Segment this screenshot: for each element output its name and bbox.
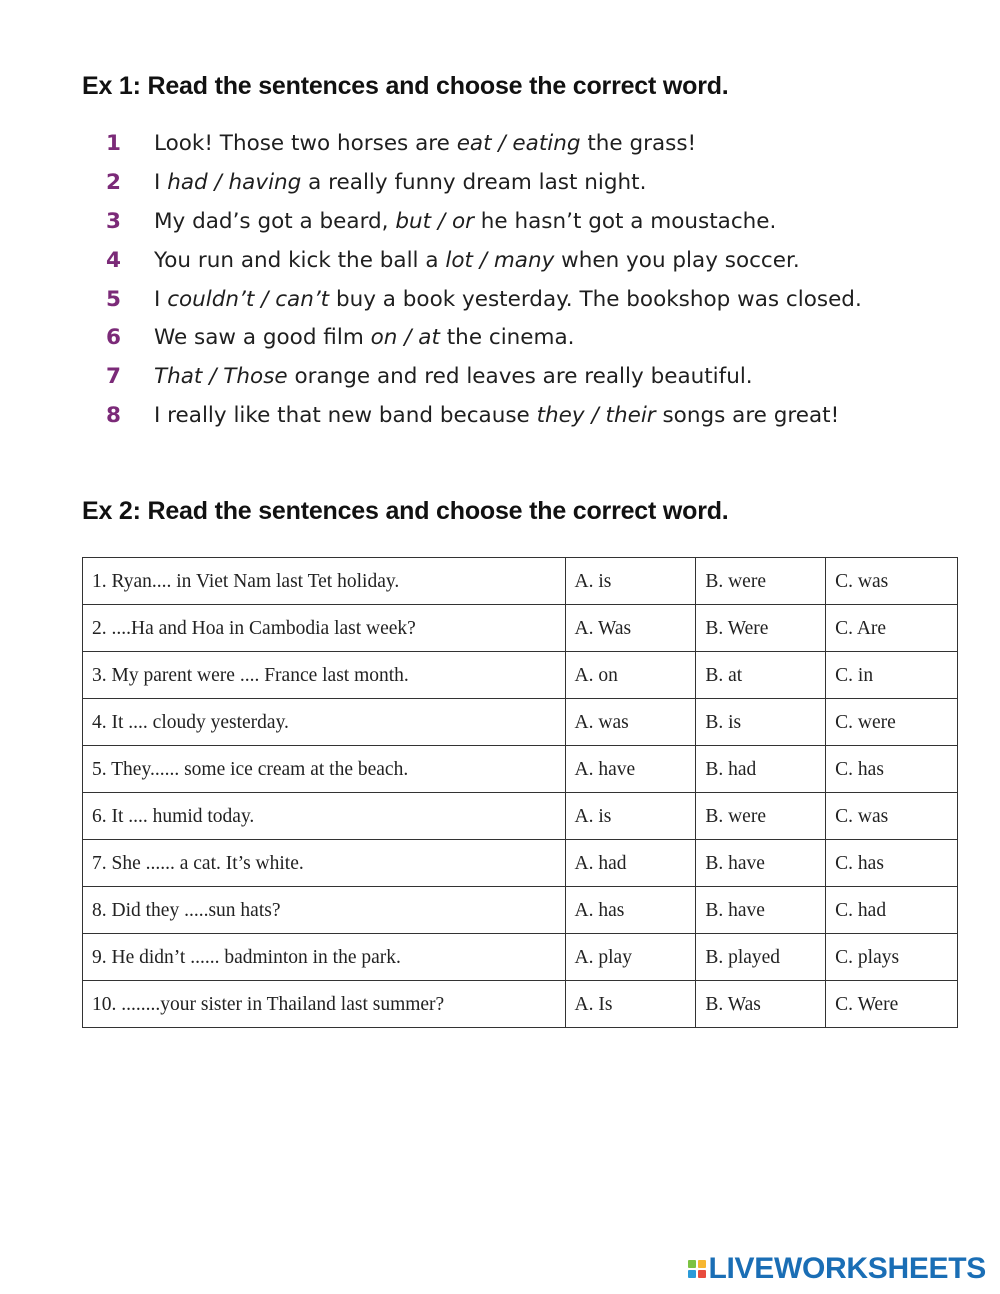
option-c-cell[interactable]: C. were — [826, 699, 958, 746]
exercise-1-item — [100, 202, 980, 241]
liveworksheets-logo — [688, 1252, 987, 1286]
sentence-start: My dad’s got a beard, — [154, 208, 396, 234]
option-c-cell[interactable]: C. was — [826, 558, 958, 605]
question-cell: 8. Did they .....sun hats? — [83, 887, 566, 934]
option-a-cell[interactable]: A. Is — [565, 981, 696, 1028]
option-b-cell[interactable]: B. is — [696, 699, 826, 746]
sentence-end: a really funny dream last night. — [301, 169, 647, 195]
option-c-cell[interactable]: C. was — [826, 793, 958, 840]
word-choice[interactable]: but / or — [395, 208, 474, 234]
logo-square — [698, 1260, 706, 1268]
sentence-start: You run and kick the ball a — [154, 247, 446, 273]
word-choice[interactable]: on / at — [370, 325, 440, 351]
word-choice[interactable]: couldn’t / can’t — [167, 286, 330, 312]
sentence-start: Look! Those two horses are — [154, 130, 457, 156]
item-sentence — [154, 364, 753, 389]
item-sentence — [154, 248, 800, 273]
option-b-cell[interactable]: B. have — [696, 887, 826, 934]
sentence-start: I — [154, 169, 168, 195]
table-row — [83, 746, 958, 793]
sentence-end: when you play soccer. — [554, 247, 800, 273]
option-a-cell[interactable]: A. on — [565, 652, 696, 699]
item-sentence — [154, 403, 839, 428]
item-number: 3 — [106, 208, 121, 234]
table-row — [83, 699, 958, 746]
exercise-1-item — [100, 241, 980, 280]
table-row — [83, 981, 958, 1028]
option-b-cell[interactable]: B. played — [696, 934, 826, 981]
question-cell: 4. It .... cloudy yesterday. — [83, 699, 566, 746]
option-b-cell[interactable]: B. were — [696, 558, 826, 605]
option-b-cell[interactable]: B. had — [696, 746, 826, 793]
table-row — [83, 605, 958, 652]
item-sentence — [154, 170, 646, 195]
option-a-cell[interactable]: A. is — [565, 793, 696, 840]
item-sentence — [154, 209, 776, 234]
option-a-cell[interactable]: A. had — [565, 840, 696, 887]
item-number: 6 — [106, 325, 121, 351]
item-sentence — [154, 287, 862, 312]
option-b-cell[interactable]: B. Was — [696, 981, 826, 1028]
option-a-cell[interactable]: A. has — [565, 887, 696, 934]
table-row — [83, 558, 958, 605]
option-a-cell[interactable]: A. have — [565, 746, 696, 793]
sentence-start: I — [154, 286, 168, 312]
table-row — [83, 793, 958, 840]
exercise-1-title: Ex 1: Read the sentences and choose the correct word. — [82, 72, 729, 100]
logo-text: LIVEWORKSHEETS — [708, 1252, 986, 1285]
sentence-end: orange and red leaves are really beautiful. — [287, 364, 753, 390]
word-choice[interactable]: lot / many — [445, 247, 555, 273]
question-cell: 3. My parent were .... France last month. — [83, 652, 566, 699]
table-row — [83, 840, 958, 887]
question-cell: 1. Ryan.... in Viet Nam last Tet holiday. — [83, 558, 566, 605]
logo-square — [688, 1270, 696, 1278]
option-a-cell[interactable]: A. was — [565, 699, 696, 746]
option-b-cell[interactable]: B. Were — [696, 605, 826, 652]
sentence-start: We saw a good film — [154, 325, 371, 351]
option-a-cell[interactable]: A. Was — [565, 605, 696, 652]
option-b-cell[interactable]: B. were — [696, 793, 826, 840]
exercise-2-title: Ex 2: Read the sentences and choose the correct word. — [82, 497, 729, 525]
option-c-cell[interactable]: C. in — [826, 652, 958, 699]
exercise-1-item — [100, 280, 980, 319]
option-c-cell[interactable]: C. plays — [826, 934, 958, 981]
logo-square — [688, 1260, 696, 1268]
exercise-1-item — [100, 396, 980, 435]
item-number: 4 — [106, 247, 121, 273]
word-choice[interactable]: eat / eating — [456, 130, 581, 156]
word-choice[interactable]: had / having — [167, 169, 302, 195]
exercise-2-table — [82, 557, 958, 1028]
logo-square — [698, 1270, 706, 1278]
item-number: 2 — [106, 169, 121, 195]
item-number: 1 — [106, 130, 121, 156]
sentence-end: buy a book yesterday. The bookshop was closed. — [329, 286, 862, 312]
question-cell: 2. ....Ha and Hoa in Cambodia last week? — [83, 605, 566, 652]
question-cell: 10. ........your sister in Thailand last summer? — [83, 981, 566, 1028]
word-choice[interactable]: they / their — [536, 403, 656, 429]
sentence-end: the grass! — [580, 130, 697, 156]
sentence-end: songs are great! — [655, 403, 840, 429]
question-cell: 7. She ...... a cat. It’s white. — [83, 840, 566, 887]
option-a-cell[interactable]: A. is — [565, 558, 696, 605]
word-choice[interactable]: That / Those — [154, 364, 288, 390]
question-cell: 9. He didn’t ...... badminton in the park. — [83, 934, 566, 981]
table-row — [83, 887, 958, 934]
sentence-end: the cinema. — [439, 325, 575, 351]
exercise-1-item — [100, 124, 980, 163]
exercise-1-item — [100, 357, 980, 396]
table-row — [83, 652, 958, 699]
question-cell: 5. They...... some ice cream at the beach. — [83, 746, 566, 793]
sentence-end: he hasn’t got a moustache. — [473, 208, 777, 234]
item-number: 5 — [106, 286, 121, 312]
option-c-cell[interactable]: C. has — [826, 746, 958, 793]
exercise-1-item — [100, 163, 980, 202]
option-b-cell[interactable]: B. at — [696, 652, 826, 699]
exercise-1-list — [100, 124, 980, 435]
option-c-cell[interactable]: C. Are — [826, 605, 958, 652]
sentence-start: I really like that new band because — [154, 403, 537, 429]
item-number: 8 — [106, 403, 121, 429]
option-c-cell[interactable]: C. Were — [826, 981, 958, 1028]
option-b-cell[interactable]: B. have — [696, 840, 826, 887]
question-cell: 6. It .... humid today. — [83, 793, 566, 840]
exercise-1-item — [100, 318, 980, 357]
logo-mark-icon — [688, 1260, 706, 1278]
option-c-cell[interactable]: C. had — [826, 887, 958, 934]
item-sentence — [154, 325, 574, 350]
item-number: 7 — [106, 364, 121, 390]
option-a-cell[interactable]: A. play — [565, 934, 696, 981]
table-row — [83, 934, 958, 981]
option-c-cell[interactable]: C. has — [826, 840, 958, 887]
item-sentence — [154, 131, 696, 156]
